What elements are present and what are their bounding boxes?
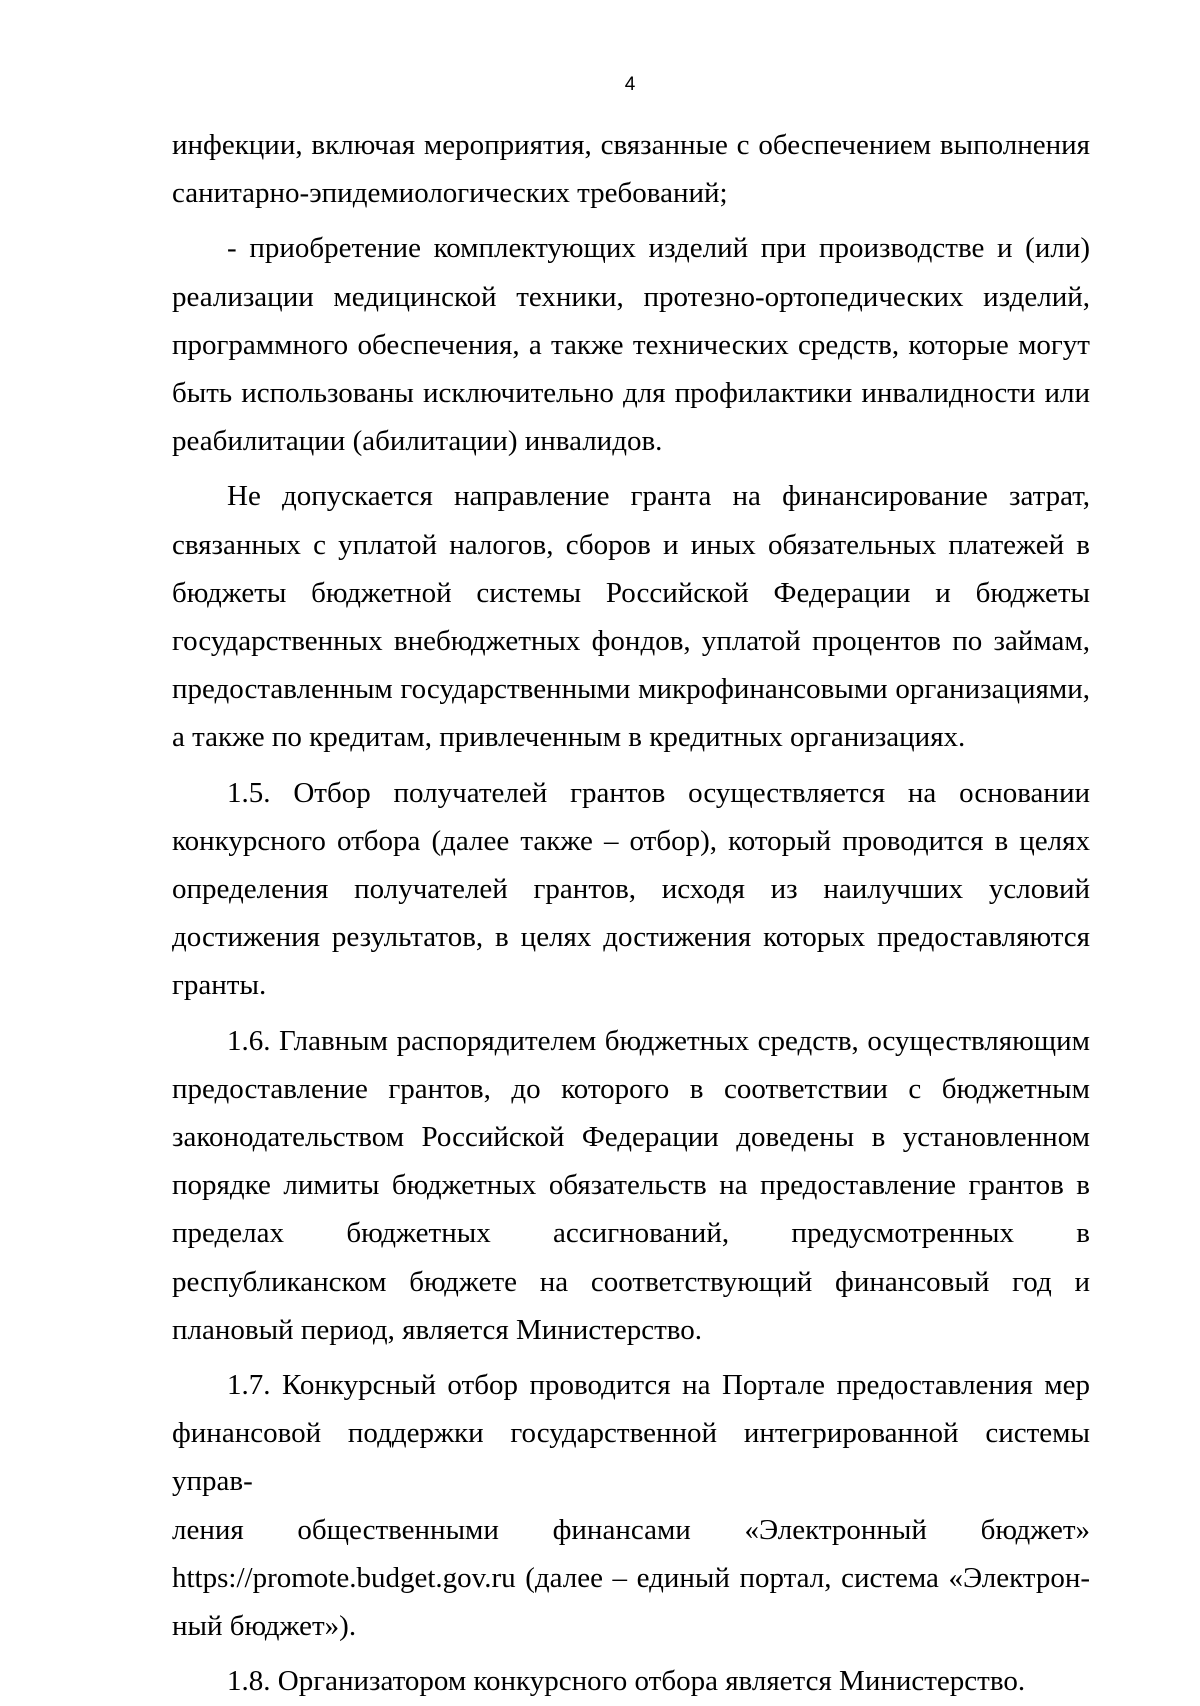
paragraph-1-7 — [172, 1361, 1090, 1650]
paragraph-1-5: 1.5. Отбор получателей грантов осуществляется на основании конкурсного отбора (далее также – отбор), который проводится в целях определения получателей грантов, исходя из наилучших условий достижения результатов, в целях достижения которых предоставляются гранты. — [172, 776, 1090, 1002]
paragraph-1-7-line-2: финансовой поддержки государственной интегрированной системы управ- — [172, 1417, 1090, 1498]
page-number: 4 — [624, 74, 636, 95]
paragraph-list-item: - приобретение комплектующих изделий при производстве и (или) реализации медицинской техники, протезно-ортопедических изделий, программного обеспечения, а также технических средств, которые могут быть использованы исключительно для профилактики инвалидности или реабилитации (абилитации) инвалидов. — [172, 232, 1090, 458]
document-body — [172, 121, 1090, 1706]
paragraph-1-7-line-3: ления общественными финансами «Электронный бюджет» — [172, 1513, 1090, 1546]
paragraph-1-6: 1.6. Главным распорядителем бюджетных средств, осуществляющим предоставление грантов, до которого в соответствии с бюджетным законодательством Российской Федерации доведены в установленном порядке лимиты бюджетных обязательств на предоставление грантов в пределах бюджетных ассигнований, предусмотренных в республиканском бюджете на соответствующий финансовый год и плановый период, является Министерство. — [172, 1024, 1090, 1346]
paragraph-1-7-line-1: 1.7. Конкурсный отбор проводится на Портале предоставления мер — [227, 1369, 1090, 1402]
paragraph-1-7-line-5: ный бюджет»). — [172, 1610, 357, 1643]
paragraph-restriction: Не допускается направление гранта на финансирование затрат, связанных с уплатой налогов, сборов и иных обязательных платежей в бюджеты бюджетной системы Российской Федерации и бюджеты государственных внебюджетных фондов, уплатой процентов по займам, предоставленным государственными микрофинансовыми организациями, а также по кредитам, привлеченным в кредитных организациях. — [172, 480, 1090, 754]
paragraph-continuation: инфекции, включая мероприятия, связанные с обеспечением выполнения санитарно-эпидемиологических требований; — [172, 129, 1090, 210]
paragraph-1-7-line-4: https://promote.budget.gov.ru (далее – единый портал, система «Электрон- — [172, 1561, 1090, 1594]
paragraph-1-8: 1.8. Организатором конкурсного отбора является Министерство. — [227, 1665, 1026, 1698]
